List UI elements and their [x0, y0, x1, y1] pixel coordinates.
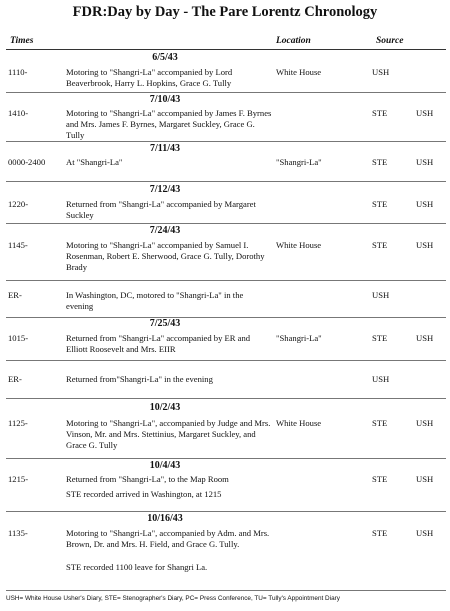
entry-date: 10/2/43	[149, 402, 181, 413]
entry-source: USH	[416, 108, 434, 118]
entry-source: USH	[372, 67, 390, 77]
entry-time: 1015-	[8, 333, 29, 343]
row-divider	[6, 360, 446, 361]
entry-source: USH	[416, 474, 434, 484]
row-divider	[6, 223, 446, 224]
row-divider	[6, 181, 446, 182]
entry-description: In Washington, DC, motored to "Shangri-La" in the evening	[66, 290, 244, 311]
entry-source: STE	[372, 240, 388, 250]
entry-description: Motoring to "Shangri-La" accompanied by Samuel I. Rosenman, Robert E. Sherwood, Grace G. Tully, Dorothy Brady	[66, 240, 265, 272]
entry-source: STE	[372, 528, 388, 538]
entry-note: STE recorded 1100 leave for Shangri La.	[66, 562, 208, 572]
row-divider	[6, 280, 446, 281]
entry-time: 1215-	[8, 474, 29, 484]
entry-time: 1135-	[8, 528, 28, 538]
entry-source: USH	[416, 240, 434, 250]
entry-date: 7/25/43	[149, 318, 181, 329]
entry-time: 1125-	[8, 418, 28, 428]
entry-description: At "Shangri-La"	[66, 157, 123, 167]
entry-time: 1410-	[8, 108, 29, 118]
entry-location: White House	[276, 418, 322, 428]
entry-source: STE	[372, 474, 388, 484]
entry-note: STE recorded arrived in Washington, at 1215	[66, 489, 222, 499]
entry-location: White House	[276, 240, 322, 250]
entry-time: ER-	[8, 290, 22, 300]
entry-description: Motoring to "Shangri-La" accompanied by James F. Byrnes and Mrs. James F. Byrnes, Margaret Suckley, Grace G. Tully	[66, 108, 272, 140]
entry-location: "Shangri-La"	[276, 157, 322, 167]
entry-time: 1220-	[8, 199, 29, 209]
entry-description: Returned from "Shangri-La" accompanied by ER and Elliott Roosevelt and Mrs. EIIR	[66, 333, 251, 354]
entry-description: Returned from"Shangri-La" in the evening	[66, 374, 213, 384]
entry-date: 7/12/43	[149, 184, 181, 195]
row-divider	[6, 511, 446, 512]
entry-time: 1110-	[8, 67, 28, 77]
entry-time: 0000-2400	[8, 157, 46, 167]
column-header-times: Times	[10, 36, 34, 46]
column-header-location: Location	[276, 36, 311, 46]
entry-description: Returned from "Shangri-La" accompanied by Margaret Suckley	[66, 199, 256, 220]
footer-divider	[6, 590, 446, 591]
entry-date: 6/5/43	[152, 52, 178, 63]
header-divider	[6, 49, 446, 50]
entry-source: STE	[372, 108, 388, 118]
entry-description: Motoring to "Shangri-La", accompanied by Adm. and Mrs. Brown, Dr. and Mrs. H. Field, and Grace G. Tully.	[66, 528, 270, 549]
entry-source: USH	[416, 333, 434, 343]
entry-location: "Shangri-La"	[276, 333, 322, 343]
entry-date: 10/16/43	[147, 513, 183, 524]
entry-source: USH	[416, 528, 434, 538]
entry-source: STE	[372, 199, 388, 209]
row-divider	[6, 398, 446, 399]
entry-source: USH	[372, 374, 390, 384]
page-title: FDR:Day by Day - The Pare Lorentz Chronology	[72, 4, 378, 20]
entry-date: 7/24/43	[149, 225, 181, 236]
entry-description: Motoring to "Shangri-La", accompanied by Judge and Mrs. Vinson, Mr. and Mrs. Stettinius, Margaret Suckley, and Grace G. Tully	[66, 418, 271, 450]
entry-time: 1145-	[8, 240, 28, 250]
entry-source: USH	[416, 418, 434, 428]
row-divider	[6, 141, 446, 142]
entry-source: STE	[372, 333, 388, 343]
entry-source: USH	[416, 199, 434, 209]
entry-location: White House	[276, 67, 322, 77]
entry-source: USH	[372, 290, 390, 300]
column-header-source: Source	[376, 36, 404, 46]
row-divider	[6, 92, 446, 93]
entry-source: STE	[372, 157, 388, 167]
source-legend-footer: USH= White House Usher's Diary, STE= Stenographer's Diary, PC= Press Conference, TU= Tully's Appointment Diary	[6, 595, 340, 602]
entry-date: 10/4/43	[149, 460, 181, 471]
entry-time: ER-	[8, 374, 22, 384]
entry-source: USH	[416, 157, 434, 167]
entry-description: Motoring to "Shangri-La" accompanied by Lord Beaverbrook, Harry L. Hopkins, Grace G. Tully	[66, 67, 233, 88]
entry-description: Returned from "Shangri-La", to the Map Room	[66, 474, 229, 484]
entry-date: 7/11/43	[149, 143, 180, 154]
row-divider	[6, 458, 446, 459]
entry-source: STE	[372, 418, 388, 428]
entry-date: 7/10/43	[149, 94, 181, 105]
